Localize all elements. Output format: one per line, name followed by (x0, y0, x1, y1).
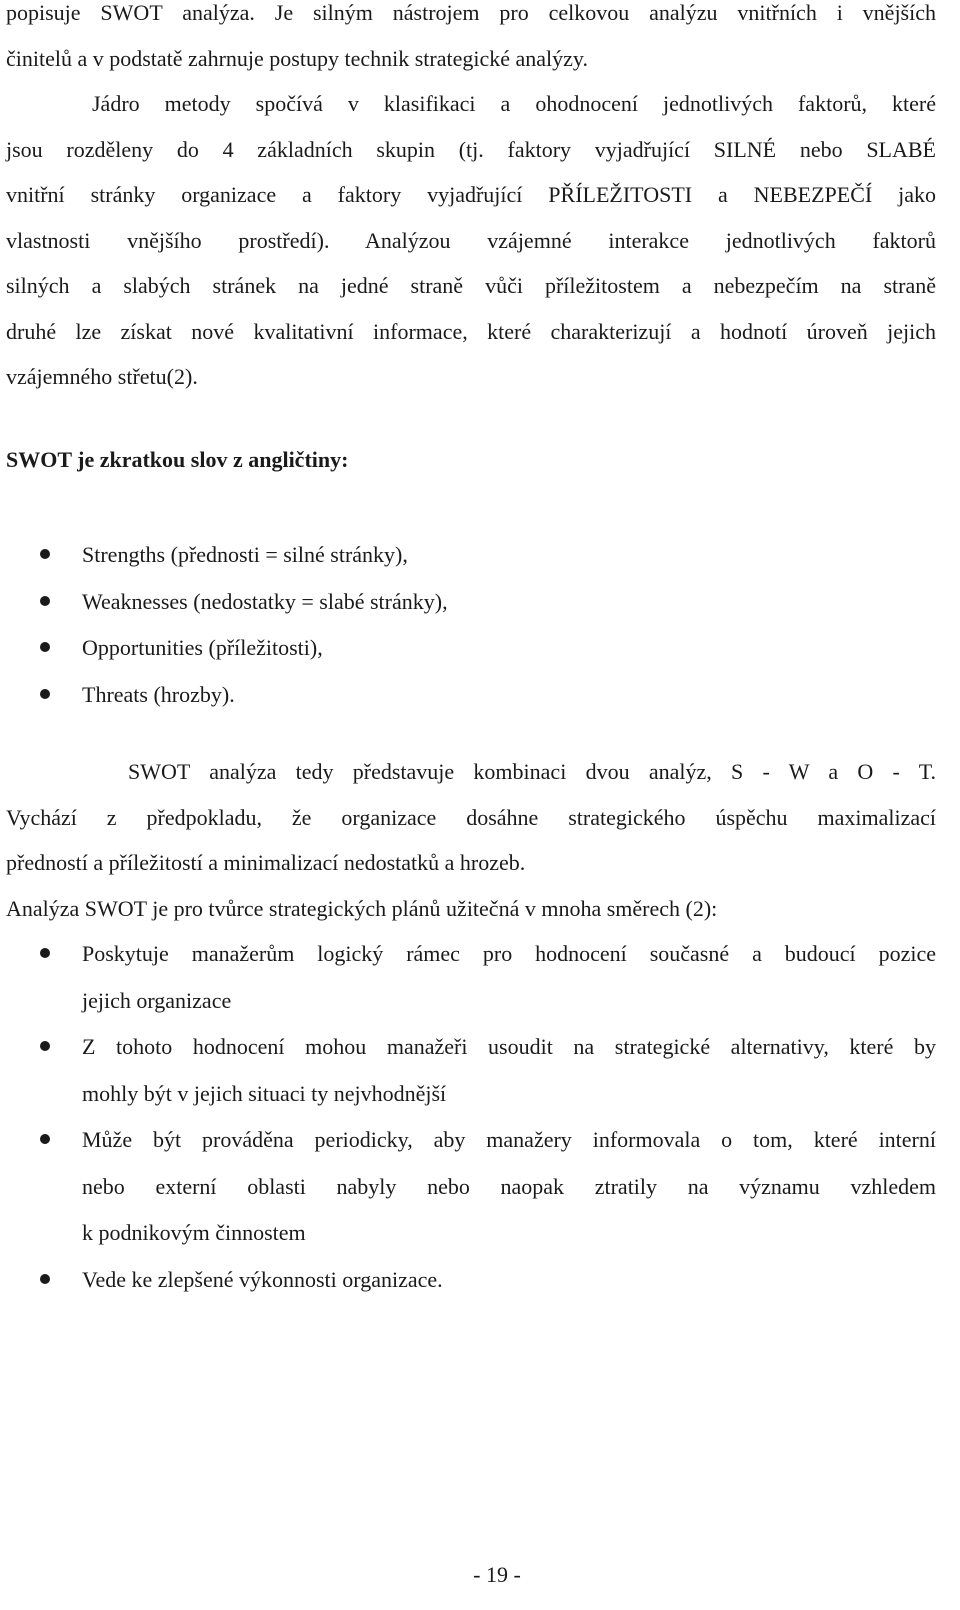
bullet-icon (40, 1134, 50, 1144)
text-line: popisuje SWOT analýza. Je silným nástrojem pro celkovou analýzu vnitřních i vnějších (6, 0, 936, 25)
text-line: předností a příležitostí a minimalizací nedostatků a hrozeb. (6, 850, 526, 875)
text-line: Analýza SWOT je pro tvůrce strategických plánů užitečná v mnoha směrech (2): (6, 895, 718, 921)
text-line: vzájemného střetu(2). (6, 364, 198, 389)
swot-list (6, 532, 936, 718)
bullet-icon (40, 642, 50, 652)
text-line: vnitřní stránky organizace a faktory vyjadřující PŘÍLEŽITOSTI a NEBEZPEČÍ jako (6, 182, 936, 207)
list-item (6, 931, 936, 1024)
section-heading: SWOT je zkratkou slov z angličtiny: (6, 447, 349, 472)
text-line: činitelů a v podstatě zahrnuje postupy technik strategické analýzy. (6, 45, 588, 71)
text-line: Poskytuje manažerům logický rámec pro hodnocení současné a budoucí pozice (82, 941, 936, 966)
text-line: nebo externí oblasti nabyly nebo naopak ztratily na významu vzhledem (82, 1173, 936, 1199)
text-line: k podnikovým činnostem (82, 1220, 306, 1245)
paragraph-method-core (6, 81, 936, 400)
text-line: Z tohoto hodnocení mohou manažeři usoudit na strategické alternativy, které by (82, 1034, 936, 1059)
text-line: Jádro metody spočívá v klasifikaci a ohodnocení jednotlivých faktorů, které (92, 91, 936, 116)
bullet-icon (40, 596, 50, 606)
text-line: Vychází z předpokladu, že organizace dosáhne strategického úspěchu maximalizací (6, 804, 936, 830)
benefits-list (6, 931, 936, 1303)
text-line: jejich organizace (82, 987, 232, 1013)
text-line: silných a slabých stránek na jedné straně vůči příležitostem a nebezpečím na straně (6, 273, 936, 298)
bullet-icon (40, 1041, 50, 1051)
list-item: Weaknesses (nedostatky = slabé stránky), (6, 579, 936, 626)
list-item (6, 1024, 936, 1117)
text-line: druhé lze získat nové kvalitativní informace, které charakterizují a hodnotí úroveň jejich (6, 318, 936, 344)
text-line: mohly být v jejich situaci ty nejvhodnější (82, 1080, 447, 1106)
list-item (6, 1257, 936, 1304)
paragraph-swot-combination (6, 749, 936, 931)
paragraph-intro (6, 0, 936, 81)
bullet-icon (40, 549, 50, 559)
page-number: - 19 - (473, 1562, 521, 1587)
text-line: Vede ke zlepšené výkonnosti organizace. (82, 1266, 443, 1292)
list-item: Threats (hrozby). (6, 672, 936, 719)
list-item: Opportunities (příležitosti), (6, 625, 936, 672)
bullet-icon (40, 948, 50, 958)
bullet-icon (40, 1274, 50, 1284)
text-line: vlastnosti vnějšího prostředí). Analýzou vzájemné interakce jednotlivých faktorů (6, 227, 936, 253)
text-line: Může být prováděna periodicky, aby manažery informovala o tom, které interní (82, 1127, 936, 1152)
bullet-icon (40, 689, 50, 699)
list-item (6, 1117, 936, 1257)
text-line: jsou rozděleny do 4 základních skupin (tj. faktory vyjadřující SILNÉ nebo SLABÉ (6, 136, 936, 162)
list-item: Strengths (přednosti = silné stránky), (6, 532, 936, 579)
text-line: SWOT analýza tedy představuje kombinaci dvou analýz, S - W a O - T. (128, 759, 936, 784)
